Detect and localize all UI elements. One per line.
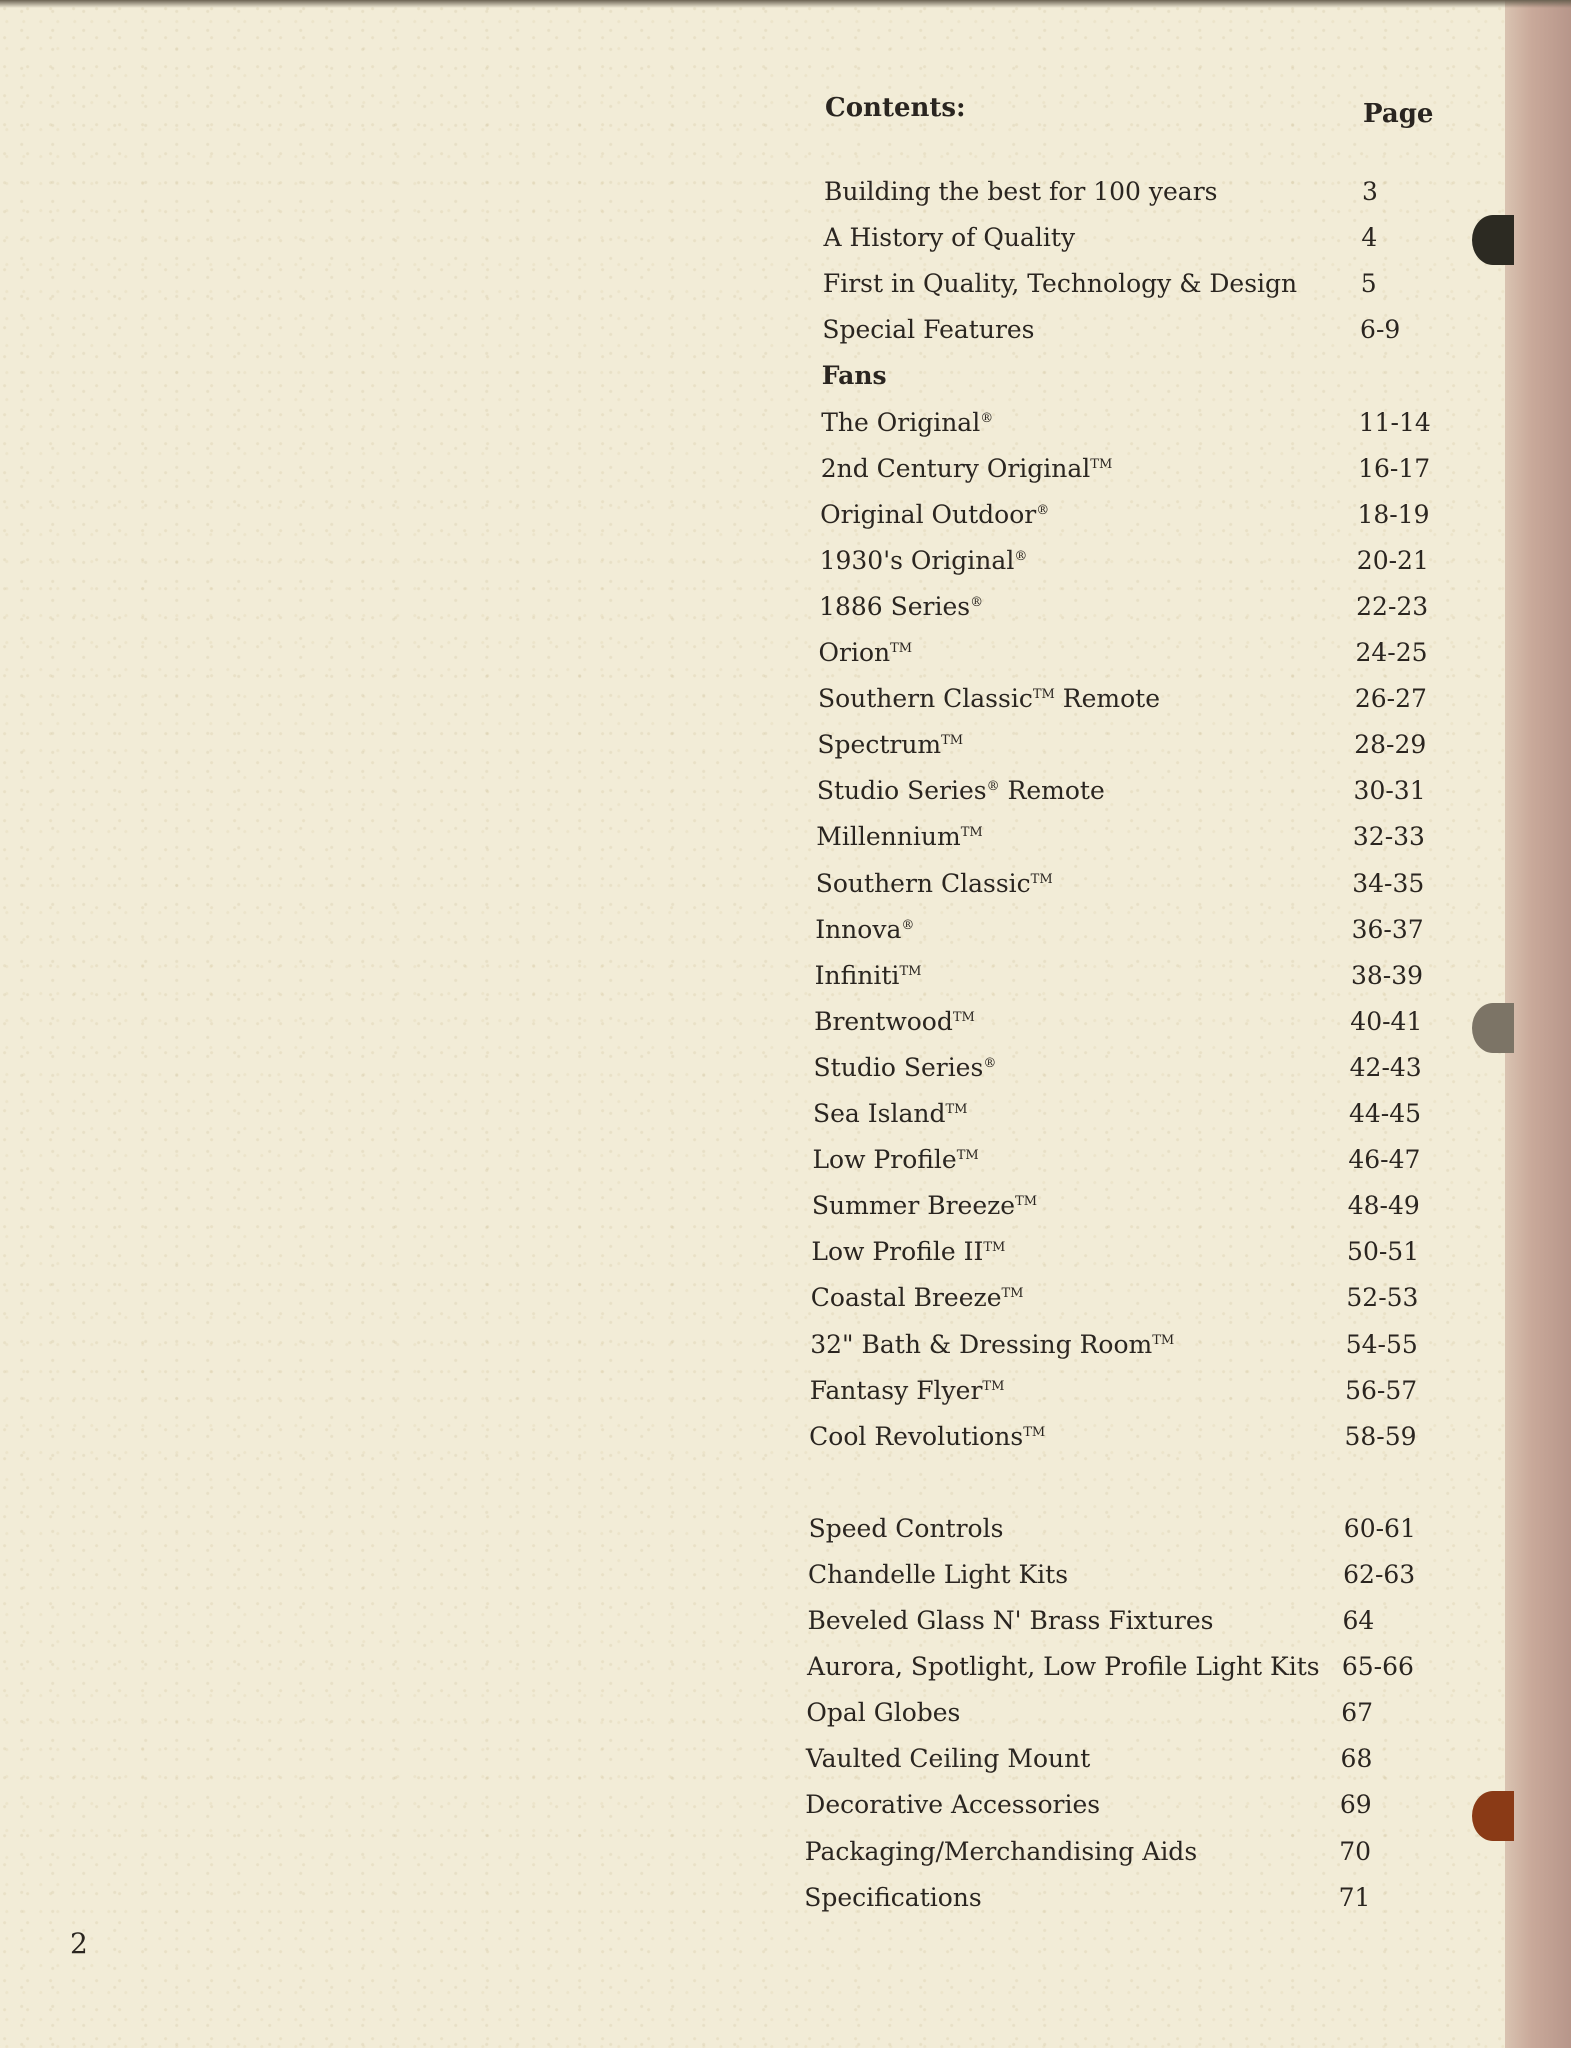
toc-entry-title: Fantasy Flyer™ xyxy=(809,1375,1005,1405)
toc-entry-title: Brentwood™ xyxy=(814,1006,975,1036)
trademark-mark: ® xyxy=(980,410,994,426)
toc-entry xyxy=(0,684,1505,724)
toc-entry-title: Cool Revolutions™ xyxy=(809,1421,1046,1451)
toc-entry xyxy=(0,1099,1505,1139)
trademark-mark: ® xyxy=(1014,548,1028,564)
toc-entry xyxy=(0,1422,1505,1462)
toc-entry-title: Southern Classic™ Remote xyxy=(817,684,1160,714)
page-column-heading: Page xyxy=(1363,99,1434,129)
toc-entry-title: Innova® xyxy=(815,914,915,944)
toc-entry-title: Infiniti™ xyxy=(814,960,922,990)
trademark-mark: TM xyxy=(945,1102,968,1117)
toc-entry-page: 22-23 xyxy=(1356,591,1429,621)
trademark-mark: TM xyxy=(890,641,913,656)
toc-entry-page: 26-27 xyxy=(1354,684,1427,714)
trademark-mark: TM xyxy=(952,1009,975,1025)
toc-entry-title: Vaulted Ceiling Mount xyxy=(805,1744,1091,1774)
toc-entry-title: Opal Globes xyxy=(806,1698,961,1728)
toc-entry-page: 24-25 xyxy=(1355,638,1428,667)
page-edge xyxy=(1505,0,1571,2048)
trademark-mark: TM xyxy=(960,825,983,841)
toc-entry-title: Special Features xyxy=(822,315,1035,345)
toc-entry-page: 58-59 xyxy=(1344,1421,1417,1451)
toc-entry xyxy=(0,730,1505,770)
toc-entry-page: 6-9 xyxy=(1360,315,1401,345)
toc-entry-title: Specifications xyxy=(804,1882,982,1912)
trademark-mark: TM xyxy=(956,1148,979,1164)
toc-entry-page: 62-63 xyxy=(1343,1559,1416,1589)
toc-entry xyxy=(0,1837,1505,1877)
toc-entry-title: 1886 Series® xyxy=(819,591,984,621)
toc-entry-page: 71 xyxy=(1338,1882,1371,1912)
toc-entry-title: Millennium™ xyxy=(816,822,983,852)
toc-entry-page: 4 xyxy=(1361,223,1378,253)
trademark-mark: TM xyxy=(1090,456,1113,472)
trademark-mark: TM xyxy=(983,1240,1006,1256)
toc-entry xyxy=(0,1514,1505,1554)
toc-entry-title: Speed Controls xyxy=(808,1513,1004,1543)
toc-entry xyxy=(0,408,1505,448)
toc-entry xyxy=(0,1283,1505,1323)
toc-entry-title: 2nd Century Original™ xyxy=(820,453,1113,483)
toc-entry-title: Southern Classic™ xyxy=(815,868,1053,898)
toc-entry xyxy=(0,1053,1505,1093)
toc-entry xyxy=(0,1560,1505,1600)
toc-entry xyxy=(0,1145,1505,1185)
contents-heading: Contents: xyxy=(825,93,966,123)
toc-entry-title: 1930's Original® xyxy=(819,545,1028,575)
trademark-mark: ® xyxy=(986,779,1000,795)
toc-entry-page: 3 xyxy=(1362,177,1378,206)
toc-entry-page: 36-37 xyxy=(1351,914,1424,944)
toc-entry xyxy=(0,915,1505,955)
trademark-mark: TM xyxy=(1152,1332,1175,1348)
toc-entry-title: Studio Series® xyxy=(813,1052,997,1082)
toc-entry-title: Orion™ xyxy=(818,638,913,667)
toc-entry-page: 67 xyxy=(1341,1698,1373,1728)
toc-entry-title: The Original® xyxy=(821,407,994,437)
toc-entry xyxy=(0,223,1505,263)
toc-entry-title: Building the best for 100 years xyxy=(824,177,1218,206)
toc-entry-title: Low Profile™ xyxy=(812,1145,979,1175)
toc-entry xyxy=(0,1652,1505,1692)
toc-entry-page: 11-14 xyxy=(1358,407,1431,437)
toc-entry xyxy=(0,1698,1505,1738)
trademark-mark: TM xyxy=(899,963,922,979)
trademark-mark: ® xyxy=(970,594,984,610)
toc-entry xyxy=(0,177,1505,217)
toc-entry-page: 64 xyxy=(1342,1606,1375,1635)
toc-entry-page: 48-49 xyxy=(1347,1191,1420,1221)
trademark-mark: TM xyxy=(1015,1194,1038,1210)
toc-entry-page: 28-29 xyxy=(1354,730,1427,760)
toc-entry xyxy=(0,1606,1505,1646)
trademark-mark: TM xyxy=(941,733,964,749)
trademark-mark: ® xyxy=(901,917,915,933)
trademark-mark: ® xyxy=(983,1055,997,1071)
toc-entry xyxy=(0,1744,1505,1784)
toc-entry xyxy=(0,1790,1505,1830)
toc-entry xyxy=(0,500,1505,540)
toc-entry xyxy=(0,1376,1505,1416)
toc-entry-page: 46-47 xyxy=(1348,1145,1421,1175)
toc-entry-page: 60-61 xyxy=(1343,1513,1416,1543)
toc-entry xyxy=(0,269,1505,309)
toc-entry-page: 50-51 xyxy=(1347,1237,1420,1267)
toc-entry-page: 68 xyxy=(1340,1744,1373,1774)
toc-entry-title: Beveled Glass N' Brass Fixtures xyxy=(807,1606,1214,1635)
toc-entry xyxy=(0,454,1505,494)
toc-entry xyxy=(0,961,1505,1001)
toc-entry xyxy=(0,1330,1505,1370)
toc-entry xyxy=(0,1191,1505,1231)
toc-entry-page: 65-66 xyxy=(1341,1652,1414,1682)
trademark-mark: TM xyxy=(982,1378,1005,1394)
toc-entry xyxy=(0,869,1505,909)
toc-entry-title: Coastal Breeze™ xyxy=(810,1283,1024,1313)
toc-entry xyxy=(0,776,1505,816)
toc-entry xyxy=(0,592,1505,632)
toc-entry xyxy=(0,638,1505,678)
toc-entry-page: 44-45 xyxy=(1349,1099,1422,1128)
trademark-mark: TM xyxy=(1032,687,1055,703)
toc-entry-page: 16-17 xyxy=(1358,453,1431,483)
toc-entry-page: 32-33 xyxy=(1352,822,1425,852)
toc-entry xyxy=(0,1007,1505,1047)
toc-entry-title: Aurora, Spotlight, Low Profile Light Kits xyxy=(806,1652,1320,1682)
trademark-mark: TM xyxy=(1023,1424,1046,1440)
toc-entry-page: 69 xyxy=(1339,1790,1372,1820)
toc-entry-title: A History of Quality xyxy=(823,223,1076,253)
toc-entry-page: 34-35 xyxy=(1352,868,1425,898)
toc-entry-page: 18-19 xyxy=(1357,499,1430,529)
trademark-mark: TM xyxy=(1030,871,1053,887)
toc-entry-title: Low Profile II™ xyxy=(811,1237,1006,1267)
toc-entry-page: 42-43 xyxy=(1349,1052,1422,1082)
toc-entry-page: 38-39 xyxy=(1350,960,1424,990)
toc-entry xyxy=(0,315,1505,355)
trademark-mark: TM xyxy=(1001,1286,1024,1302)
toc-entry-title: Original Outdoor® xyxy=(820,499,1050,529)
toc-entry-title: Fans xyxy=(821,361,887,391)
toc-entry-title: Sea Island™ xyxy=(813,1099,968,1128)
toc-entry-title: Summer Breeze™ xyxy=(811,1191,1038,1221)
toc-entry-title: Studio Series® Remote xyxy=(816,776,1105,806)
toc-entry-title: 32" Bath & Dressing Room™ xyxy=(810,1329,1175,1359)
toc-entry-page: 70 xyxy=(1339,1836,1372,1866)
toc-entry-title: Packaging/Merchandising Aids xyxy=(804,1836,1198,1866)
toc-entry xyxy=(0,1883,1505,1923)
toc-entry-page: 56-57 xyxy=(1345,1375,1418,1405)
trademark-mark: ® xyxy=(1036,502,1050,518)
toc-entry-page: 5 xyxy=(1360,269,1377,299)
toc-entry xyxy=(0,546,1505,586)
toc-entry-title: First in Quality, Technology & Design xyxy=(822,269,1298,299)
toc-entry xyxy=(0,822,1505,862)
toc-entry-page: 52-53 xyxy=(1346,1283,1419,1313)
page-number: 2 xyxy=(70,1927,88,1960)
toc-entry-page: 30-31 xyxy=(1353,776,1426,806)
toc-entry xyxy=(0,1237,1505,1277)
toc-entry xyxy=(0,361,1505,401)
toc-entry-page: 40-41 xyxy=(1350,1006,1423,1036)
toc-entry-title: Chandelle Light Kits xyxy=(808,1559,1069,1589)
toc-entry-title: Decorative Accessories xyxy=(805,1790,1101,1820)
toc-entry-page: 20-21 xyxy=(1356,545,1429,575)
toc-entry-page: 54-55 xyxy=(1345,1329,1418,1359)
toc-entry-title: Spectrum™ xyxy=(817,730,964,760)
